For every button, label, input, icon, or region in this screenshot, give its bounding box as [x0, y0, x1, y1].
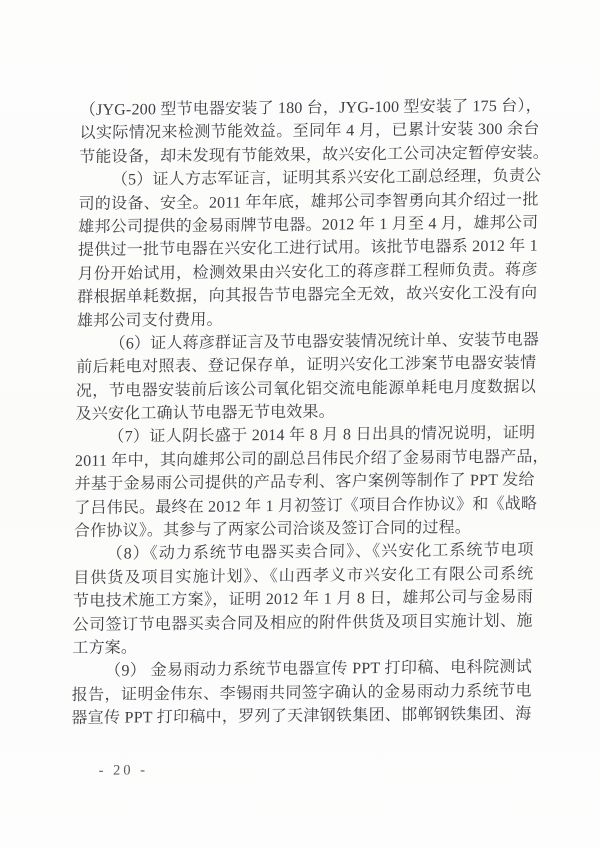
text-line: 合作协议》。其参与了两家公司洽谈及签订合同的过程。 [73, 519, 472, 541]
text-line: 群根据单耗数据，向其报告节电器完全无效，故兴安化工没有向 [77, 284, 538, 307]
text-line: 节电技术施工方案》，证明 2012 年 1 月 8 日，雄邦公司与金易雨 [72, 588, 534, 611]
text-line: 节能设备，却未发现有节能效果，故兴安化工公司决定暂停安装。 [79, 144, 550, 166]
document-body [71, 95, 550, 779]
text-line: 司的设备、安全。2011 年年底，雄邦公司李智勇向其介绍过一批 [78, 191, 539, 213]
text-line: 2011 年中，其向雄邦公司的副总吕伟民介绍了金易雨节电器产品， [74, 448, 549, 470]
text-line: 器宣传 PPT 打印稿中，罗列了天津钢铁集团、邯郸钢铁集团、海 [71, 705, 532, 728]
text-line: 月份开始试用，检测效果由兴安化工的蒋彦群工程师负责。蒋彦 [77, 261, 538, 283]
page-number: - 20 - [98, 762, 149, 779]
text-line: 及兴安化工确认节电器无节电效果。 [75, 403, 335, 424]
text-line: 报告，证明金伟东、李锡雨共同签字确认的金易雨动力系统节电 [71, 682, 532, 704]
text-line: （9） 金易雨动力系统节电器宣传 PPT 打印稿、电科院测试 [104, 658, 533, 681]
text-line: 雄邦公司支付费用。 [76, 311, 223, 330]
text-line: （5）证人方志军证言，证明其系兴安化工副总经理，负责公 [111, 167, 542, 189]
text-line: 雄邦公司提供的金易雨牌节电器。2012 年 1 月至 4 月，雄邦公司 [78, 214, 539, 236]
text-line: 目供货及项目实施计划》、《山西孝义市兴安化工有限公司系统 [73, 565, 534, 587]
text-line: 前后耗电对照表、登记保存单，证明兴安化工涉案节电器安装情 [76, 354, 537, 377]
text-line: （6）证人蒋彦群证言及节电器安装情况统计单、安装节电器 [109, 331, 540, 353]
text-line: 工方案。 [72, 639, 138, 657]
document-lines [71, 95, 550, 731]
text-line: （8）《动力系统节电器买卖合同》、《兴安化工系统节电项 [106, 542, 534, 564]
text-line: （JYG-200 型节电器安装了 180 台，JYG-100 型安装了 175 台）， [79, 97, 542, 119]
text-line: 了吕伟民。最终在 2012 年 1 月初签订《项目合作协议》和《战略 [74, 495, 538, 517]
text-line: 公司签订节电器买卖合同及相应的附件供货及项目实施计划、施 [72, 612, 533, 634]
text-line: 提供过一批节电器在兴安化工进行试用。该批节电器系 2012 年 1 [77, 237, 539, 260]
text-line: （7）证人阴长盛于 2014 年 8 月 8 日出具的情况说明，证明 [108, 425, 536, 447]
text-line: 以实际情况来检测节能效益。至同年 4 月，已累计安装 300 余台 [79, 120, 540, 143]
text-line: 况，节电器安装前后该公司氧化铝交流电能源单耗电月度数据以 [75, 378, 537, 400]
text-line: 并基于金易雨公司提供的产品专利、客户案例等制作了 PPT 发给 [74, 471, 535, 494]
